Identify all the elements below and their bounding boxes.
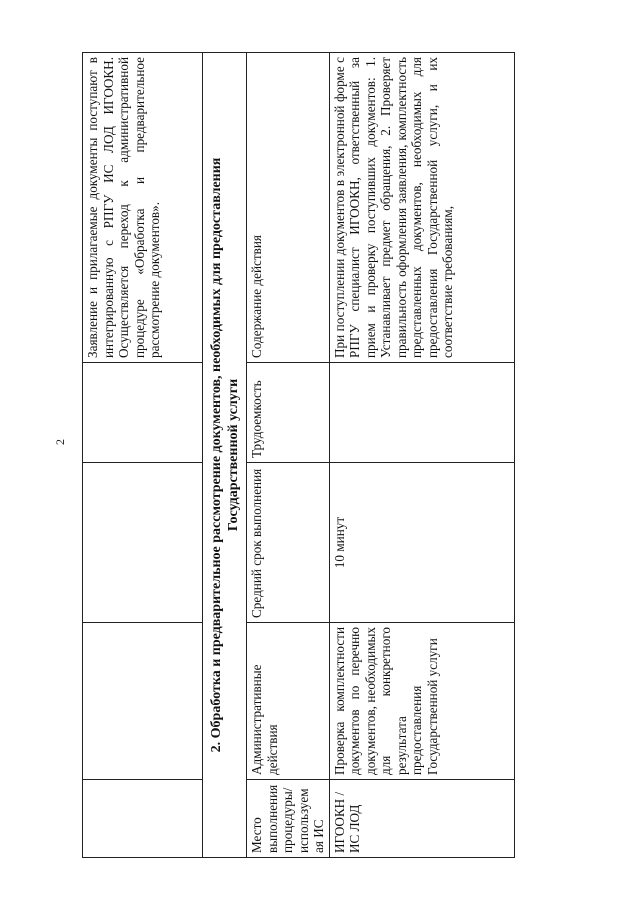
cell-place: ИГООКН /ИС ЛОД <box>329 780 514 858</box>
header-place: Место выполнения процедуры/ используемая ИС <box>247 780 330 858</box>
cell-term: 10 минут <box>329 463 514 623</box>
header-term: Средний срок выполнения <box>247 463 330 623</box>
top-empty-4 <box>83 363 203 463</box>
top-row <box>83 53 203 858</box>
header-labor: Трудоемкость <box>247 363 330 463</box>
section-title-line1: 2. Обработка и предварительное рассмотрение документов, необходимых для предоставления <box>209 157 224 753</box>
top-empty-3 <box>83 463 203 623</box>
column-header-row <box>247 53 330 858</box>
table-row <box>329 53 514 858</box>
procedure-table <box>82 52 515 858</box>
section-header-row <box>203 53 247 858</box>
cell-actions: Проверка комплектности документов по перечню документов, необходимых для конкретного результата предоставления Государственной услуги <box>329 623 514 780</box>
rotated-table-area <box>82 53 547 858</box>
header-actions: Административные действия <box>247 623 330 780</box>
header-content: Содержание действия <box>247 53 330 363</box>
cell-content: При поступлении документов в электронной форме с РПГУ специалист ИГООКН, ответственный за прием и проверку поступивших документов: 1. Устанавливает предмет обращения, 2. Проверяет правильность оформления заявления, комплектность представленных документов, необходимых для предоставления Государственной услуги, и их соответствие требованиям, <box>329 53 514 363</box>
section-title-line2: Государственной услуги <box>226 378 241 532</box>
cell-labor <box>329 363 514 463</box>
top-empty-2 <box>83 623 203 780</box>
top-row-text: Заявление и прилагаемые документы поступают в интегрированную с РПГУ ИС ЛОД ИГООКН. Осуществляется переход к административной процедуре «Обработка и предварительное рассмотрение документов». <box>83 53 203 363</box>
section-title <box>203 53 247 858</box>
top-empty-1 <box>83 780 203 858</box>
page-number: 2 <box>53 439 67 445</box>
